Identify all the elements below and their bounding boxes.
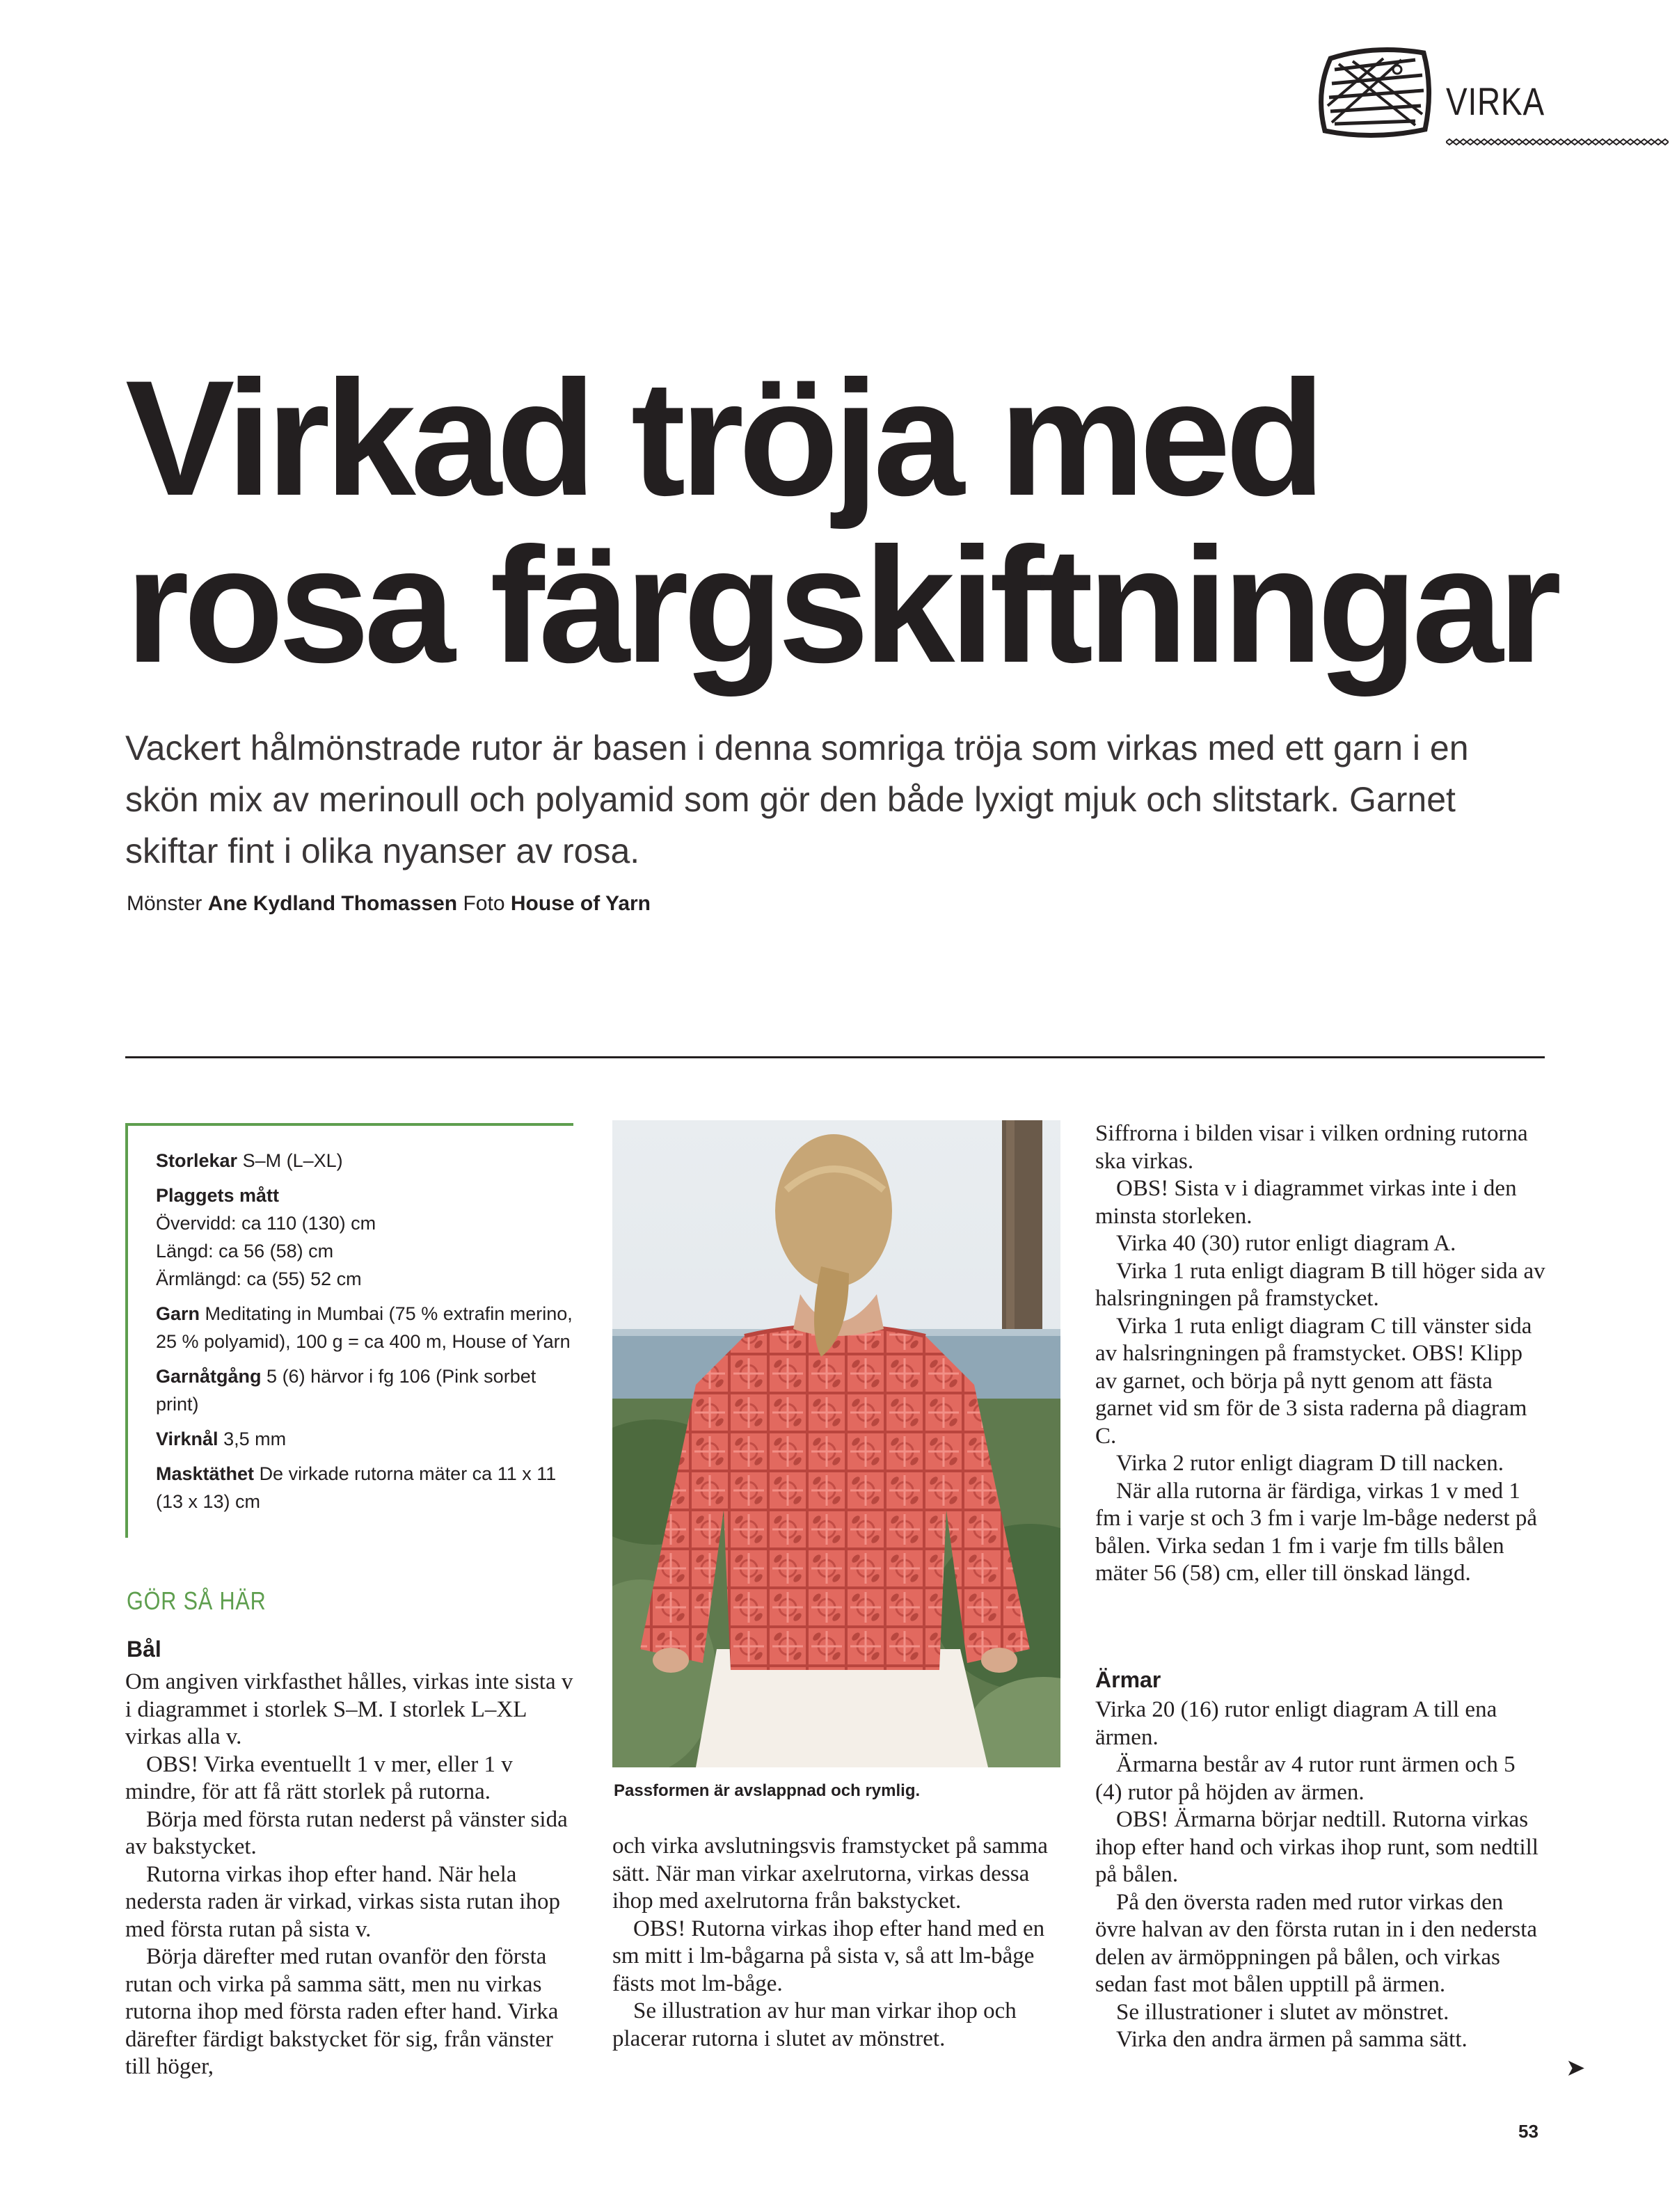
hook-value: 3,5 mm: [223, 1429, 287, 1449]
photo-label: Foto: [463, 892, 505, 915]
info-consumption: [156, 1362, 573, 1418]
section-divider: [1446, 136, 1669, 143]
paragraph: Om angiven virkfasthet hålles, virkas inte sista v i diagrammet i storlek S–M. I storlek L–XL virkas alla v.: [125, 1669, 573, 1749]
title-line-2: rosa färgskiftningar: [125, 514, 1557, 697]
info-sizes: [156, 1147, 573, 1175]
measures-label: Plaggets mått: [156, 1185, 280, 1206]
column-3-text: [1095, 1120, 1548, 1588]
paragraph: Virka 40 (30) rutor enligt diagram A.: [1116, 1231, 1456, 1256]
info-gauge: [156, 1460, 573, 1515]
measure-sleeve: Ärmlängd: ca (55) 52 cm: [156, 1268, 362, 1289]
consumption-label: Garnåtgång: [156, 1366, 262, 1387]
paragraph: Rutorna virkas ihop efter hand. När hela nedersta raden är virkad, virkas sista rutan ihop med första rutan på sista v.: [125, 1861, 560, 1942]
paragraph: Virka den andra ärmen på samma sätt.: [1116, 2027, 1468, 2052]
pattern-label: Mönster: [127, 892, 202, 915]
sizes-label: Storlekar: [156, 1150, 238, 1171]
hook-label: Virknål: [156, 1429, 218, 1449]
sleeves-text: [1095, 1696, 1548, 2054]
continue-arrow-icon: ➤: [1566, 2055, 1586, 2081]
info-measures: [156, 1181, 573, 1293]
paragraph: Börja därefter med rutan ovanför den första rutan och virka på samma sätt, men nu virkas rutorna ihop med första raden efter hand. Virka därefter färdigt bakstycket för sig, från vänster till höger,: [125, 1944, 559, 2079]
paragraph: Se illustrationer i slutet av mönstret.: [1116, 1999, 1449, 2025]
title-line-1: Virkad tröja med: [125, 347, 1321, 530]
sweater-photo: [612, 1120, 1060, 1767]
sleeves-subheading: Ärmar: [1095, 1667, 1161, 1692]
article-credits: [127, 892, 651, 916]
measure-length: Längd: ca 56 (58) cm: [156, 1241, 334, 1262]
column-1-text: [125, 1669, 578, 2081]
article-title: [125, 347, 1586, 697]
paragraph: Se illustration av hur man virkar ihop och placerar rutorna i slutet av mönstret.: [612, 1998, 1017, 2051]
sizes-value: S–M (L–XL): [242, 1150, 343, 1171]
info-yarn: [156, 1300, 573, 1355]
paragraph: Virka 20 (16) rutor enligt diagram A till ena ärmen.: [1095, 1697, 1497, 1750]
instructions-heading: GÖR SÅ HÄR: [127, 1586, 267, 1615]
section-label: VIRKA: [1446, 79, 1545, 123]
pattern-author: Ane Kydland Thomassen: [207, 892, 458, 915]
gauge-label: Masktäthet: [156, 1463, 255, 1484]
info-hook: [156, 1425, 573, 1453]
photo-credit: House of Yarn: [510, 892, 651, 915]
horizontal-rule: [125, 1056, 1545, 1058]
paragraph: När alla rutorna är färdiga, virkas 1 v med 1 fm i varje st och 3 fm i varje lm-båge nederst på bålen. Virka sedan 1 fm i varje fm tills bålen mäter 56 (58) cm, eller till önskad längd.: [1095, 1478, 1538, 1586]
consumption-value: 5 (6) härvor i fg 106 (Pink sorbet print): [156, 1366, 536, 1415]
paragraph: Virka 1 ruta enligt diagram B till höger sida av halsringningen på framstycket.: [1095, 1258, 1545, 1311]
paragraph: OBS! Sista v i diagrammet virkas inte i den minsta storleken.: [1095, 1176, 1517, 1229]
paragraph: Virka 1 ruta enligt diagram C till vänster sida av halsringningen på framstycket. OBS! Klipp av garnet, och börja på nytt genom att fästa garnet vid sm för de 3 sista raderna på diagram C.: [1095, 1313, 1532, 1449]
photo-caption: Passformen är avslappnad och rymlig.: [614, 1781, 921, 1800]
paragraph: Ärmarna består av 4 rutor runt ärmen och 5 (4) rutor på höjden av ärmen.: [1095, 1752, 1516, 1805]
paragraph: Virka 2 rutor enligt diagram D till nacken.: [1116, 1451, 1504, 1476]
paragraph: Börja med första rutan nederst på vänster sida av bakstycket.: [125, 1806, 568, 1859]
paragraph: På den översta raden med rutor virkas den övre halvan av den första rutan in i den nedersta delen av ärmöppningen på bålen, och virkas sedan fast mot bålen upptill på ärmen.: [1095, 1889, 1538, 1997]
paragraph: OBS! Virka eventuellt 1 v mer, eller 1 v mindre, för att få rätt storlek på rutorna.: [125, 1751, 513, 1804]
measure-bust: Övervidd: ca 110 (130) cm: [156, 1213, 376, 1234]
paragraph: Siffrorna i bilden visar i vilken ordning rutorna ska virkas.: [1095, 1121, 1528, 1174]
body-subheading: Bål: [127, 1637, 161, 1662]
paragraph: OBS! Ärmarna börjar nedtill. Rutorna virkas ihop efter hand och virkas ihop runt, som nedtill på bålen.: [1095, 1807, 1538, 1887]
paragraph: OBS! Rutorna virkas ihop efter hand med en sm mitt i lm-bågarna på sista v, så att lm-båge fästs mot lm-båge.: [612, 1916, 1045, 1996]
column-2-text: [612, 1833, 1065, 2053]
gauge-value: De virkade rutorna mäter ca 11 x 11 (13 x 13) cm: [156, 1463, 557, 1512]
yarn-label: Garn: [156, 1303, 200, 1324]
yarn-value: Meditating in Mumbai (75 % extrafin merino, 25 % polyamid), 100 g = ca 400 m, House of Yarn: [156, 1303, 573, 1352]
article-lead: Vackert hålmönstrade rutor är basen i denna somriga tröja som virkas med ett garn i en skön mix av merinoull och polyamid som gör den både lyxigt mjuk och slitstark. Garnet skiftar fint i olika nyanser av rosa.: [125, 729, 1469, 870]
paragraph: och virka avslutningsvis framstycket på samma sätt. När man virkar axelrutorna, virkas dessa ihop med axelrutorna från bakstycket.: [612, 1833, 1048, 1913]
info-box: [156, 1147, 573, 1522]
page-number: 53: [1518, 2121, 1538, 2142]
yarn-skein-icon: [1311, 39, 1436, 143]
